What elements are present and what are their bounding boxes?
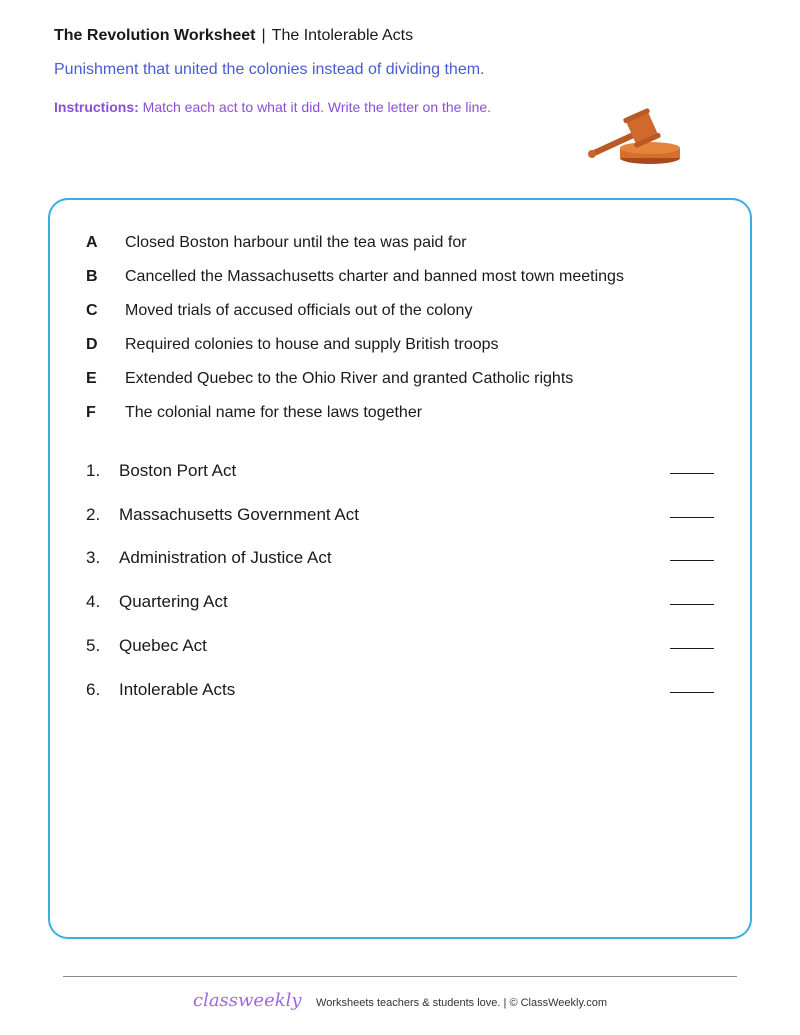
term-text: Massachusetts Government Act — [119, 505, 359, 524]
term-number: 3. — [86, 548, 101, 567]
instructions-label: Instructions: — [54, 99, 139, 115]
term-text: Quebec Act — [119, 636, 207, 655]
answer-blank[interactable] — [670, 648, 714, 649]
definition-text: Cancelled the Massachusetts charter and banned most town meetings — [125, 268, 624, 285]
definition-letter: B — [86, 268, 98, 285]
term-item — [86, 505, 714, 529]
term-item — [86, 636, 714, 660]
definition-letter: E — [86, 370, 97, 387]
definition-letter: D — [86, 336, 98, 353]
definition-text: Extended Quebec to the Ohio River and granted Catholic rights — [125, 370, 574, 387]
definition-item — [86, 268, 624, 286]
definition-letter: C — [86, 302, 98, 319]
definition-text: The colonial name for these laws together — [125, 404, 423, 421]
footer-divider — [63, 976, 737, 977]
footer — [0, 990, 800, 1011]
worksheet-title: The Revolution Worksheet — [54, 27, 256, 44]
term-number: 2. — [86, 505, 101, 524]
worksheet-subtitle: Punishment that united the colonies instead of dividing them. — [54, 61, 485, 78]
footer-tagline: Worksheets teachers & students love. | © ClassWeekly.com — [316, 997, 607, 1009]
definition-item — [86, 404, 422, 422]
term-number: 5. — [86, 636, 101, 655]
term-item — [86, 548, 714, 572]
definition-text: Moved trials of accused officials out of the colony — [125, 302, 473, 319]
definition-item — [86, 234, 467, 252]
definition-text: Closed Boston harbour until the tea was paid for — [125, 234, 467, 251]
worksheet-header — [54, 27, 413, 45]
definition-item — [86, 336, 499, 354]
term-number: 4. — [86, 592, 101, 611]
answer-blank[interactable] — [670, 692, 714, 693]
answer-blank[interactable] — [670, 517, 714, 518]
brand-logo: classweekly — [192, 990, 302, 1011]
answer-blank[interactable] — [670, 473, 714, 474]
term-text: Intolerable Acts — [119, 680, 236, 699]
worksheet-topic: The Intolerable Acts — [271, 27, 414, 44]
header-separator: | — [261, 27, 266, 44]
answer-blank[interactable] — [670, 604, 714, 605]
instructions-text: Match each act to what it did. Write the letter on the line. — [142, 99, 492, 115]
instructions — [54, 99, 491, 115]
definition-letter: F — [86, 404, 96, 421]
term-item — [86, 592, 714, 616]
term-text: Boston Port Act — [119, 461, 237, 480]
definition-letter: A — [86, 234, 98, 251]
term-number: 6. — [86, 680, 101, 699]
definition-text: Required colonies to house and supply British troops — [125, 336, 499, 353]
definition-item — [86, 370, 573, 388]
definition-item — [86, 302, 472, 320]
answer-blank[interactable] — [670, 560, 714, 561]
term-number: 1. — [86, 461, 101, 480]
gavel-icon — [584, 104, 684, 168]
term-item — [86, 461, 714, 485]
term-text: Quartering Act — [119, 592, 228, 611]
term-text: Administration of Justice Act — [119, 548, 332, 567]
term-item — [86, 680, 714, 704]
